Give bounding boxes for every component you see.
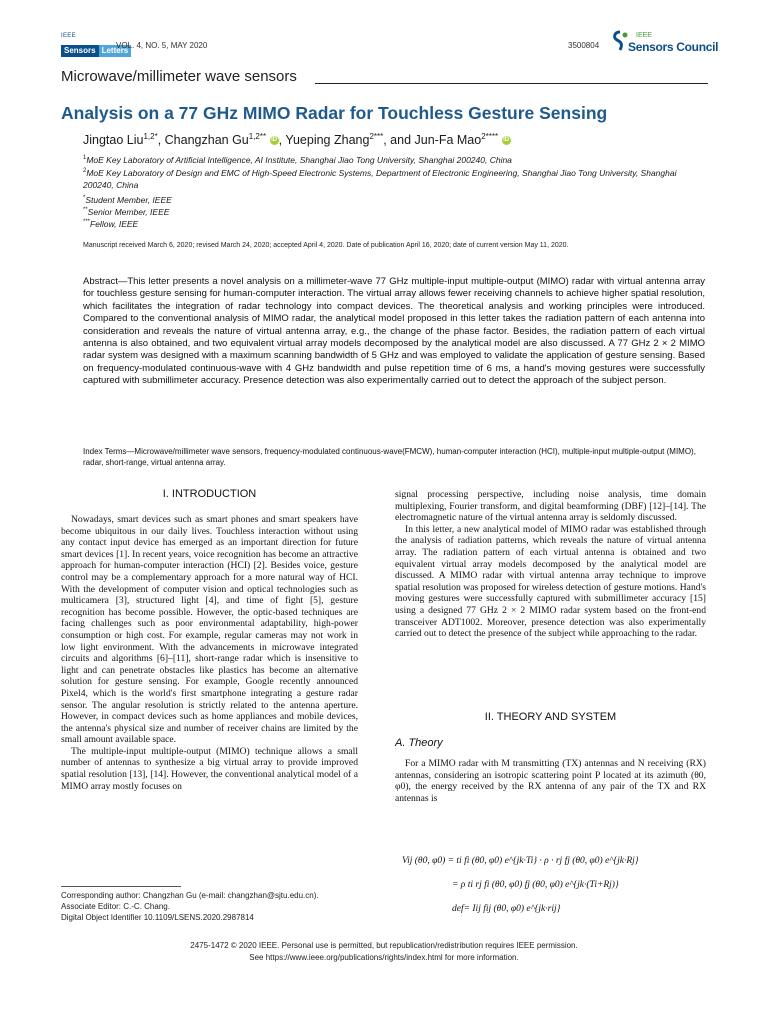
affiliation-2 <box>83 165 703 191</box>
author-affiliation-marker: 2**** <box>481 132 499 141</box>
orcid-icon[interactable]: iD <box>271 137 278 144</box>
section-heading-introduction: I. INTRODUCTION <box>162 488 257 500</box>
page-number: 3500804 <box>568 41 600 50</box>
equation-line-3: def= Iij fij (θ0, φ0) e^{jk·rij} <box>452 904 561 914</box>
corresponding-author: Corresponding author: Changzhan Gu (e-mail: changzhan@sjtu.edu.cn). <box>61 891 319 900</box>
subsection-heading-theory: A. Theory <box>395 737 443 749</box>
right-column-body <box>395 489 706 640</box>
rights-link-line: See https://www.ieee.org/publications/rights/index.html for more information. <box>249 952 519 962</box>
logo-sensors-text: Sensors <box>61 45 99 57</box>
article-title: Analysis on a 77 GHz MIMO Radar for Touchless Gesture Sensing <box>61 103 608 123</box>
author-name: Changzhan Gu <box>164 133 249 148</box>
copyright-notice <box>0 940 768 963</box>
affiliation-marker: ** <box>83 207 88 213</box>
author-name: Jingtao Liu <box>83 133 144 148</box>
doi: Digital Object Identifier 10.1109/LSENS.2020.2987814 <box>61 913 254 922</box>
author-affiliation-marker: 1,2* <box>143 132 158 141</box>
author-separator: , <box>157 133 165 148</box>
affiliation-text: Senior Member, IEEE <box>87 206 170 217</box>
footnote-divider <box>61 886 181 887</box>
equation-line-2: = ρ ti rj fi (θ0, φ0) fj (θ0, φ0) e^{jk·(Ti+Rj)} <box>452 880 619 890</box>
affiliation-text: Fellow, IEEE <box>90 218 139 229</box>
equation-line-1: Vij (θ0, φ0) = ti fi (θ0, φ0) e^{jk·Ti} · ρ · rj fj (θ0, φ0) e^{jk·Rj} <box>402 856 639 866</box>
author-affiliation-marker: 2*** <box>369 132 384 141</box>
orcid-icon[interactable]: iD <box>503 137 510 144</box>
author-name: Yueping Zhang <box>285 133 370 148</box>
council-name-text: Sensors Council <box>628 40 719 54</box>
logo-ieee-text: IEEE <box>61 33 76 39</box>
author-name: Jun-Fa Mao <box>414 133 482 148</box>
affiliation-marker: 1 <box>83 155 87 161</box>
affiliation-marker: 2 <box>83 168 87 174</box>
abstract: Abstract—This letter presents a novel analysis on a millimeter-wave 77 GHz multiple-input multiple-output (MIMO) radar with virtual antenna array for touchless gesture sensing for human-computer interaction. The virtual array allows fewer receiving channels to achieve higher spatial resolution, which facilitates the integration of radar technology into compact devices. The theoretical analysis and working principles were introduced. Compared to the conventional analysis of MIMO radar, the analytical model proposed in this letter takes the radiation pattern of each antenna into consideration and reveals the nature of virtual antenna array, e.g., the change of the phase factor. Besides, the radiation pattern of each virtual antenna is also obtained, and two equivalent virtual array models decomposed by the analytical model are also discussed. A 77 GHz 2 × 2 MIMO radar system was designed with a maximum scanning bandwidth of 5 GHz and was employed to validate the application of gesture sensing. Based on frequency-modulated continuous-wave with 4 GHz bandwidth and pulse repetition time of 6 ms, a hand's moving gestures were successfully captured with submillimeter accuracy. Presence detection was also experimentally carried out to detect the approach of the subject person. <box>83 276 705 387</box>
paragraph: In this letter, a new analytical model of MIMO radar was established through the analysis of radiation patterns, which reveals the nature of virtual antenna array. The radiation pattern of each virtual antenna is obtained and two equivalent virtual array models decomposed by the analytical model are discussed. A MIMO radar with virtual antenna array technique to improve spatial resolution was proposed for wireless detection of gesture motions. Hand's moving gestures were successfully captured with submillimeter accuracy [15] using a designed 77 GHz 2 × 2 MIMO radar system based on the front-end transceiver ADT1002. Moreover, presence detection was also experimentally carried out to detect the presence of the subject while approaching to the radar. <box>395 523 706 640</box>
paragraph: signal processing perspective, including noise analysis, time domain multiplexing, Fourier transform, and digital beamforming (DBF) [12]–[14]. The electromagnetic nature of the virtual antenna array is seldomly discussed. <box>395 489 706 524</box>
index-terms: Index Terms—Microwave/millimeter wave sensors, frequency-modulated continuous-wave(FMCW), human-computer interaction (HCI), multiple-input multiple-output (MIMO), radar, short-range, virtual antenna array. <box>83 447 696 467</box>
affiliation-marker: *** <box>83 219 91 225</box>
affiliation-text: MoE Key Laboratory of Design and EMC of High-Speed Electronic Systems, Department of Electronic Engineering, Shanghai Jiao Tong University, Shanghai 200240, China <box>83 167 677 191</box>
affiliation-text: MoE Key Laboratory of Artificial Intelligence, AI Institute, Shanghai Jiao Tong University, Shanghai 200240, China <box>86 154 512 165</box>
theory-body <box>395 758 706 804</box>
manuscript-dates: Manuscript received March 6, 2020; revised March 24, 2020; accepted April 4, 2020. Date of publication April 16, 2020; date of current version May 11, 2020. <box>83 242 569 249</box>
category-divider <box>315 83 708 84</box>
copyright-line: 2475-1472 © 2020 IEEE. Personal use is permitted, but republication/redistribution requires IEEE permission. <box>190 941 578 950</box>
author-separator: , <box>278 133 286 148</box>
affiliation-text: Student Member, IEEE <box>85 194 172 205</box>
paragraph: Nowadays, smart devices such as smart phones and smart speakers have become ubiquitous in our daily lives. Touchless interaction without using any contact input device has emerged as an important direction for future smart devices [1]. In recent years, voice recognition has become an attractive approach for human-computer interaction (HCI) [2]. Besides voice, gesture control may be a complementary approach for a more natural way of HCI. With the development of computer vision and optical technologies such as multicamera [3], structured light [4], and time of fight [5], gesture recognition has become possible. However, the optic-based techniques are facing challenges such as poor environmental adaptability, high-power consumption or high cost. For example, regular cameras may not work in low light environment. With the advancements in microwave integrated circuits and algorithms [6]–[11], short-range radar which is insensitive to light and can penetrate obstacles like plastics has become an alternative solution for gesture sensing. For example, Google recently announced Pixel4, which is the world's first smartphone integrating a gesture radar sensor. The angular resolution is strictly related to the antenna aperture. However, in compact devices such as home appliances and mobile devices, the antenna's physical size and number of receiver chains are limited by the small amount available space. <box>61 514 358 746</box>
author-list <box>83 132 511 147</box>
council-ieee-text: IEEE <box>636 32 652 39</box>
author-separator: , and <box>383 133 415 148</box>
paragraph: For a MIMO radar with M transmitting (TX) antennas and N receiving (RX) antennas, considering an isotropic scattering point P located at its azimuth (θ0, φ0), the energy received by the RX antenna of any pair of the TX and RX antennas is <box>395 758 706 804</box>
section-heading-theory-and-system: II. THEORY AND SYSTEM <box>484 711 617 723</box>
affiliation-1 <box>83 152 703 166</box>
affiliation-member-fellow <box>83 216 703 230</box>
associate-editor: Associate Editor: C.-C. Chang. <box>61 902 170 911</box>
author-affiliation-marker: 1,2** <box>248 132 267 141</box>
sensors-council-icon <box>611 30 629 54</box>
volume-info: VOL. 4, NO. 5, MAY 2020 <box>116 41 208 50</box>
left-column-body <box>61 514 358 792</box>
footnote <box>61 890 319 923</box>
sensors-council-logo <box>611 30 719 56</box>
logo-letters-text: Letters <box>99 45 132 57</box>
paragraph: The multiple-input multiple-output (MIMO) technique allows a small number of antennas to synthesize a big virtual array to provide improved spatial resolution [13], [14]. However, the conventional analytical model of a MIMO array mostly focuses on <box>61 745 358 792</box>
affiliation-marker: * <box>83 195 86 201</box>
article-category: Microwave/millimeter wave sensors <box>61 68 297 85</box>
